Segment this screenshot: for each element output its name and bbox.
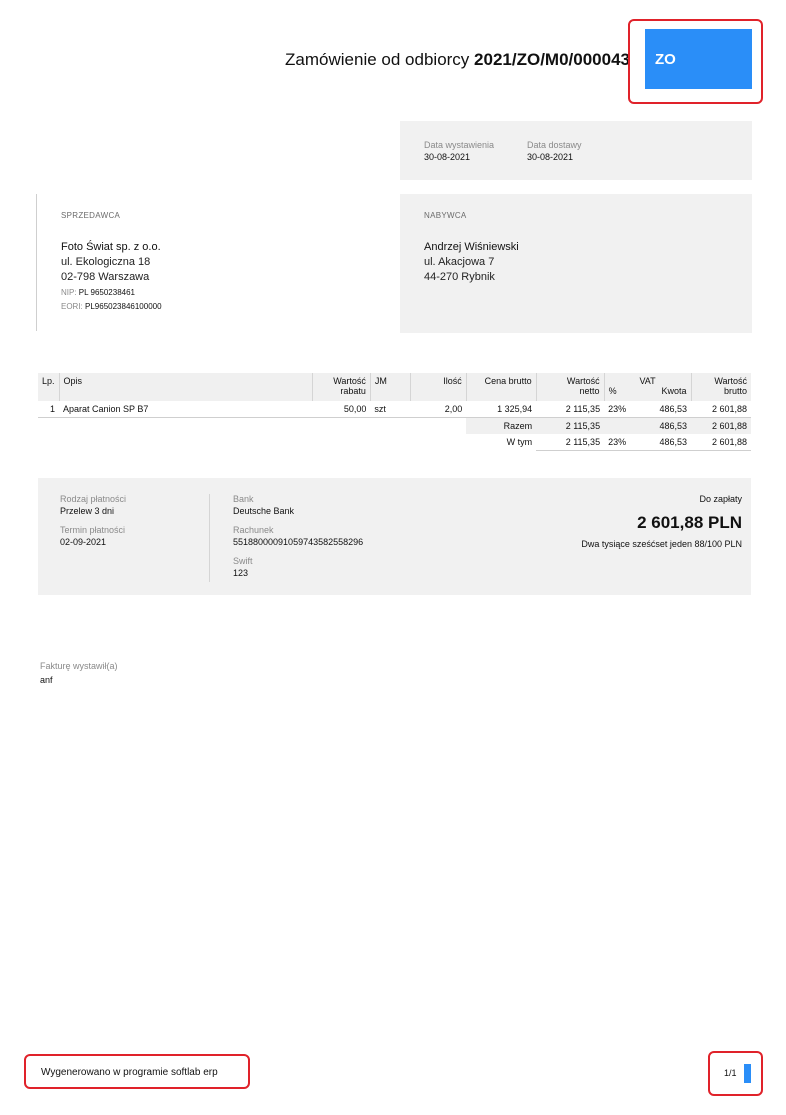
to-pay-block bbox=[581, 494, 742, 549]
issue-date-label: Data wystawienia bbox=[424, 140, 495, 150]
payment-method-label: Rodzaj płatności bbox=[60, 494, 127, 504]
col-rabat-line2: rabatu bbox=[340, 386, 366, 396]
col-vat-kwota: Kwota bbox=[661, 386, 687, 396]
total-row bbox=[38, 418, 751, 435]
seller-eori-value: PL965023846100000 bbox=[85, 302, 162, 311]
cell-rabat: 50,00 bbox=[312, 401, 370, 418]
table-row bbox=[38, 401, 751, 418]
col-jm: JM bbox=[370, 373, 410, 401]
page-number: 1/1 bbox=[724, 1068, 737, 1078]
col-lp: Lp. bbox=[38, 373, 59, 401]
total-vat-kwota: 486,53 bbox=[634, 418, 691, 435]
col-brutto-line2: brutto bbox=[723, 386, 747, 396]
payment-due-value: 02-09-2021 bbox=[60, 537, 107, 547]
payment-method-value: Przelew 3 dni bbox=[60, 506, 115, 516]
cell-vat-pct: 23% bbox=[604, 401, 634, 418]
breakdown-row bbox=[38, 434, 751, 451]
col-brutto bbox=[691, 373, 751, 401]
col-vat-pct: % bbox=[608, 386, 617, 396]
payment-due-label: Termin płatności bbox=[60, 525, 126, 535]
col-rabat-line1: Wartość bbox=[333, 376, 366, 386]
col-opis: Opis bbox=[59, 373, 312, 401]
breakdown-brutto: 2 601,88 bbox=[691, 434, 751, 451]
buyer-block bbox=[400, 194, 752, 333]
swift-label: Swift bbox=[233, 556, 253, 566]
seller-nip bbox=[61, 288, 388, 297]
total-brutto: 2 601,88 bbox=[691, 418, 751, 435]
col-netto bbox=[536, 373, 604, 401]
seller-name: Foto Świat sp. z o.o. bbox=[61, 241, 161, 253]
col-cena: Cena brutto bbox=[466, 373, 536, 401]
account-label: Rachunek bbox=[233, 525, 274, 535]
buyer-city: 44-270 Rybnik bbox=[424, 271, 495, 283]
breakdown-label: W tym bbox=[506, 437, 533, 448]
table-header-row bbox=[38, 373, 751, 401]
col-rabat bbox=[312, 373, 370, 401]
cell-brutto: 2 601,88 bbox=[691, 401, 751, 418]
seller-block bbox=[36, 194, 388, 331]
issuer-value: anf bbox=[40, 675, 53, 685]
col-netto-line1: Wartość bbox=[566, 376, 600, 386]
col-ilosc: Ilość bbox=[410, 373, 466, 401]
issue-date bbox=[424, 140, 494, 162]
document-type-badge: ZO bbox=[645, 29, 752, 89]
issuer-label: Fakturę wystawił(a) bbox=[40, 661, 118, 671]
buyer-label: NABYWCA bbox=[424, 211, 467, 220]
col-vat-title: VAT bbox=[639, 376, 656, 386]
cell-lp: 1 bbox=[38, 401, 59, 418]
breakdown-vat-kwota: 486,53 bbox=[634, 434, 691, 451]
seller-eori bbox=[61, 302, 388, 311]
delivery-date-value: 30-08-2021 bbox=[527, 152, 574, 162]
payment-method-block bbox=[60, 494, 126, 547]
seller-eori-label: EORI: bbox=[61, 302, 83, 311]
cell-opis: Aparat Canion SP B7 bbox=[59, 401, 312, 418]
cell-vat-kwota: 486,53 bbox=[634, 401, 691, 418]
breakdown-netto: 2 115,35 bbox=[536, 434, 604, 451]
cell-jm: szt bbox=[370, 401, 410, 418]
delivery-date bbox=[527, 140, 582, 162]
seller-street: ul. Ekologiczna 18 bbox=[61, 256, 151, 268]
seller-city: 02-798 Warszawa bbox=[61, 271, 150, 283]
delivery-date-label: Data dostawy bbox=[527, 140, 582, 150]
buyer-street: ul. Akacjowa 7 bbox=[424, 256, 495, 268]
document-title bbox=[0, 50, 630, 70]
document-number: 2021/ZO/M0/000043 bbox=[474, 50, 630, 69]
total-netto: 2 115,35 bbox=[536, 418, 604, 435]
to-pay-label: Do zapłaty bbox=[699, 494, 742, 504]
seller-nip-label: NIP: bbox=[61, 288, 77, 297]
swift-value: 123 bbox=[233, 568, 249, 578]
generated-note: Wygenerowano w programie softlab erp bbox=[41, 1067, 218, 1078]
payment-divider bbox=[209, 494, 210, 582]
to-pay-amount: 2 601,88 PLN bbox=[637, 513, 742, 532]
bank-label: Bank bbox=[233, 494, 254, 504]
issuer-block bbox=[40, 661, 118, 685]
col-netto-line2: netto bbox=[579, 386, 600, 396]
dates-panel bbox=[400, 121, 752, 180]
breakdown-vat-pct: 23% bbox=[604, 434, 634, 451]
seller-label: SPRZEDAWCA bbox=[61, 211, 121, 220]
items-table bbox=[38, 373, 751, 451]
col-brutto-line1: Wartość bbox=[714, 376, 747, 386]
bank-block bbox=[233, 494, 363, 578]
issue-date-value: 30-08-2021 bbox=[424, 152, 471, 162]
cell-netto: 2 115,35 bbox=[536, 401, 604, 418]
bank-value: Deutsche Bank bbox=[233, 506, 295, 516]
page-indicator-bar bbox=[744, 1064, 751, 1083]
payment-panel bbox=[38, 478, 751, 595]
col-vat bbox=[604, 373, 691, 401]
cell-ilosc: 2,00 bbox=[410, 401, 466, 418]
total-label: Razem bbox=[466, 418, 536, 435]
cell-cena: 1 325,94 bbox=[466, 401, 536, 418]
seller-nip-value: PL 9650238461 bbox=[78, 288, 135, 297]
to-pay-words: Dwa tysiące sześćset jeden 88/100 PLN bbox=[581, 539, 742, 549]
account-value: 55188000091059743582558296 bbox=[233, 537, 364, 547]
title-prefix: Zamówienie od odbiorcy bbox=[285, 50, 470, 69]
buyer-name: Andrzej Wiśniewski bbox=[424, 241, 519, 253]
